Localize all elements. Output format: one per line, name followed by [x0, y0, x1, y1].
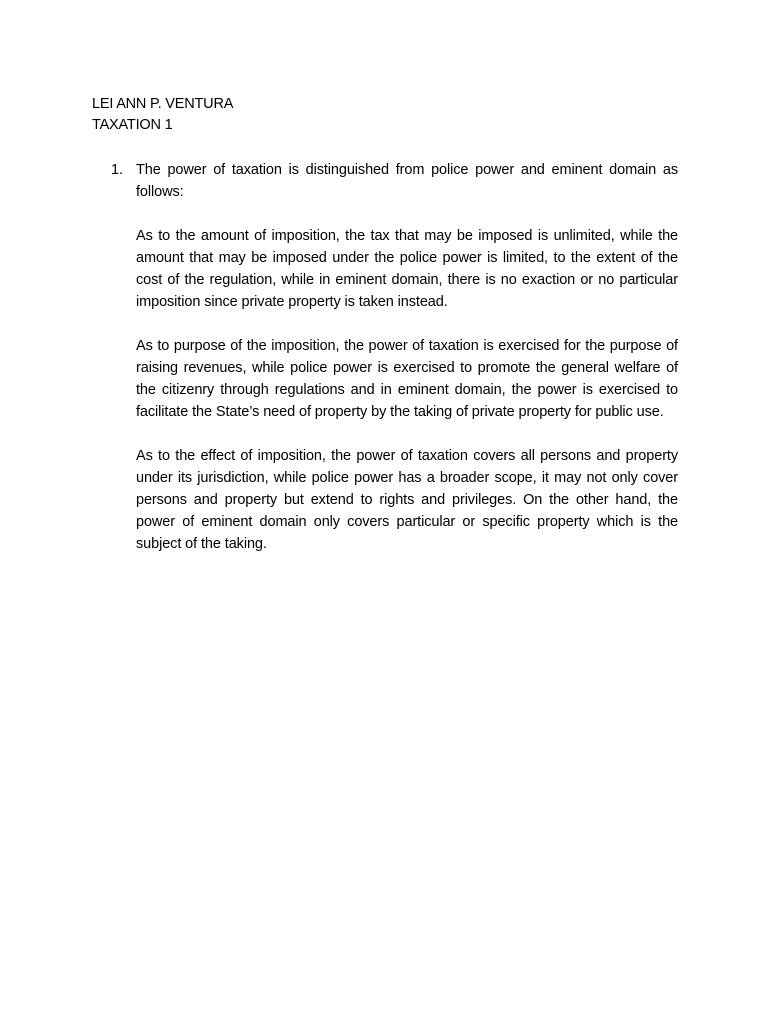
list-item-number: 1.: [111, 162, 123, 178]
subject-title: TAXATION 1: [92, 117, 173, 133]
document-header: [92, 94, 233, 136]
list-item: [111, 159, 678, 555]
list-item-body: [136, 159, 678, 555]
author-name: LEI ANN P. VENTURA: [92, 96, 234, 112]
numbered-list: [111, 159, 678, 555]
list-item-intro: The power of taxation is distinguished from police power and eminent domain as follows:: [136, 162, 678, 200]
paragraph-purpose: As to purpose of the imposition, the power of taxation is exercised for the purpose of raising revenues, while police power is exercised to promote the general welfare of the citizenry through regulations and in eminent domain, the power is exercised to facilitate the State’s need of property by the taking of private property for public use.: [136, 338, 678, 420]
paragraph-amount: As to the amount of imposition, the tax that may be imposed is unlimited, while the amount that may be imposed under the police power is limited, to the extent of the cost of the regulation, while in eminent domain, there is no exaction or no particular imposition since private property is taken instead.: [136, 228, 678, 310]
paragraph-effect: As to the effect of imposition, the power of taxation covers all persons and property under its jurisdiction, while police power has a broader scope, it may not only cover persons and property but extend to rights and privileges. On the other hand, the power of eminent domain only covers particular or specific property which is the subject of the taking.: [136, 448, 678, 552]
